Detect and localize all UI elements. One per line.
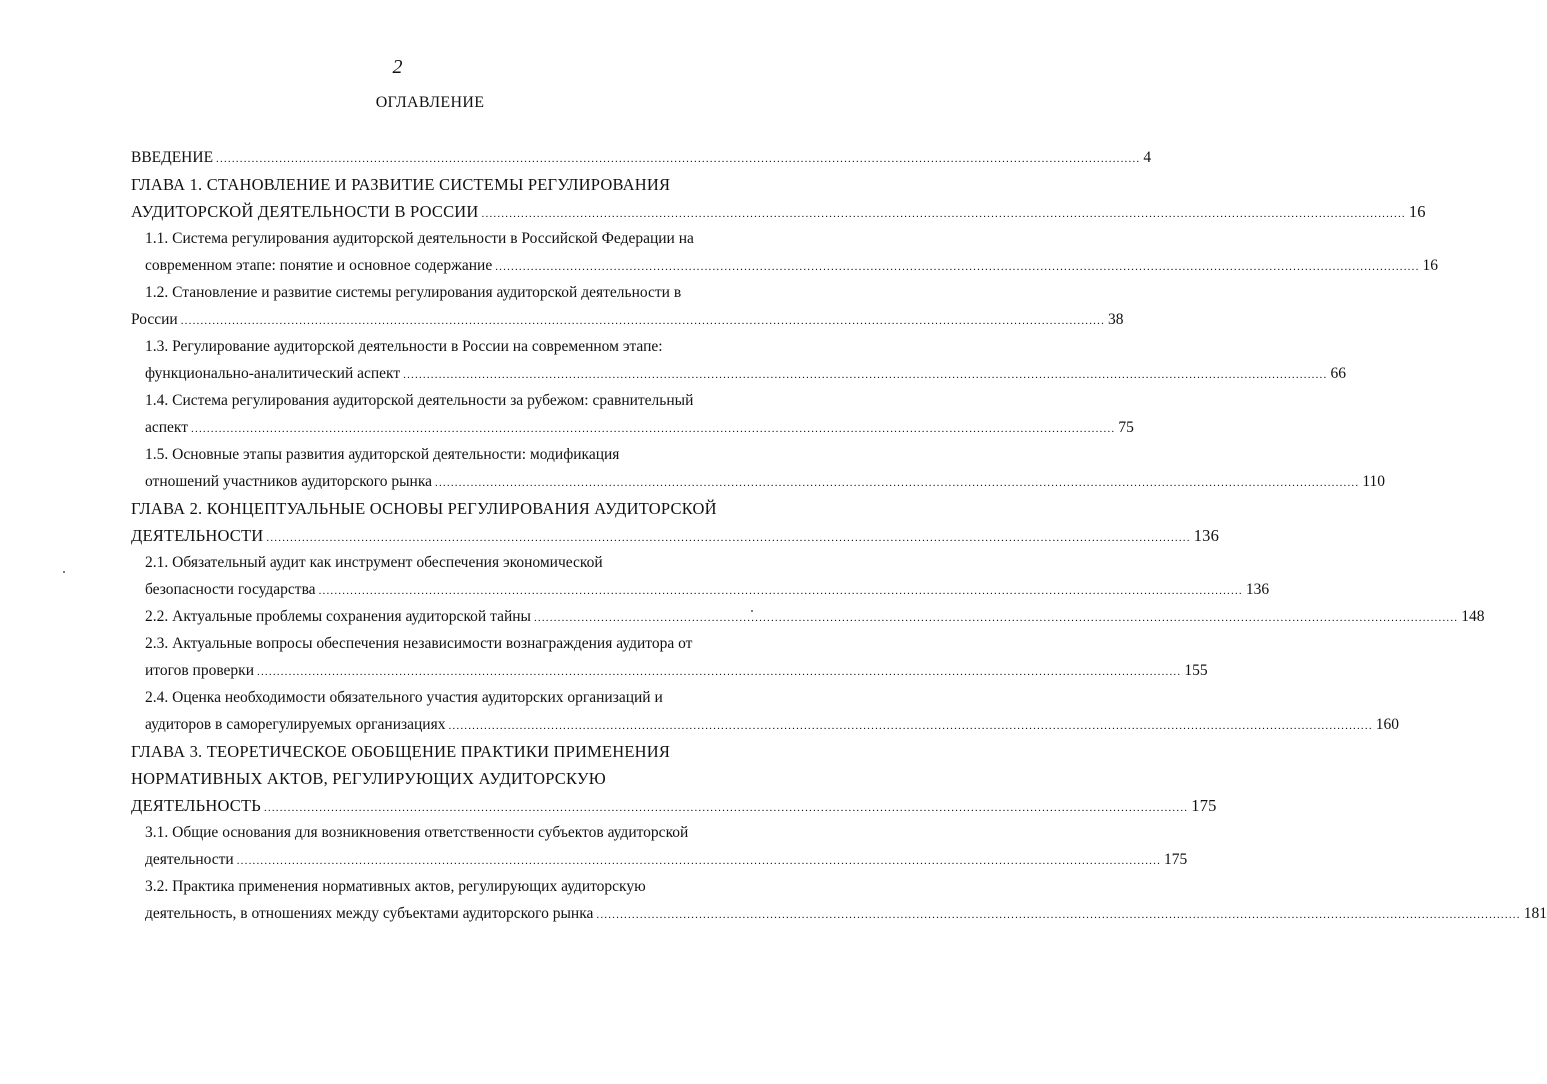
toc-section-1-2-line2[interactable] [131,306,1124,333]
toc-section-2-4-line2[interactable] [131,711,1400,738]
toc-chapter-1-line1[interactable]: ГЛАВА 1. СТАНОВЛЕНИЕ И РАЗВИТИЕ СИСТЕМЫ РЕГУЛИРОВАНИЯ [131,175,671,194]
dot-leader: .......................................................................................................................................................................................................................................... [216,153,1141,165]
toc-entry-page: 110 [1362,473,1386,490]
toc-entry-title: безопасности государства [145,581,316,598]
dot-leader: .......................................................................................................................................................................................................................................... [191,423,1116,435]
dot-leader: .......................................................................................................................................................................................................................................... [180,315,1106,327]
page-number: 2 [392,56,403,78]
toc-section-1-3-line2[interactable] [131,360,1346,387]
toc-section-1-5-line2[interactable] [131,468,1386,495]
dot-leader: .......................................................................................................................................................................................................................................... [448,720,1373,732]
toc-section-2-4-line1[interactable]: 2.4. Оценка необходимости обязательного участия аудиторских организаций и [145,689,663,706]
toc-entry-page: 136 [1193,526,1220,545]
dot-leader: .......................................................................................................................................................................................................................................... [596,909,1521,921]
toc-entry-title: функционально-аналитический аспект [145,365,401,382]
toc-entry-page: 4 [1143,149,1152,166]
toc-section-2-1-line2[interactable] [131,576,1270,603]
toc-section-2-1-line1[interactable]: 2.1. Обязательный аудит как инструмент обеспечения экономической [145,554,603,571]
toc-section-1-3-line1[interactable]: 1.3. Регулирование аудиторской деятельности в России на современном этапе: [145,338,663,355]
toc-entry-title: ДЕЯТЕЛЬНОСТИ [131,526,264,545]
toc-entry-title: ДЕЯТЕЛЬНОСТЬ [131,796,261,815]
toc-section-1-1-line2[interactable] [131,252,1439,279]
toc-section-1-5-line1[interactable]: 1.5. Основные этапы развития аудиторской деятельности: модификация [145,446,620,463]
toc-entry-title: АУДИТОРСКОЙ ДЕЯТЕЛЬНОСТИ В РОССИИ [131,202,479,221]
toc-entry-page: 155 [1184,662,1208,679]
toc-chapter-1-line2[interactable] [131,198,1426,225]
toc-section-1-4-line2[interactable] [131,414,1134,441]
toc-entry-page: 181 [1523,905,1547,922]
toc-chapter-2-line1[interactable]: ГЛАВА 2. КОНЦЕПТУАЛЬНЫЕ ОСНОВЫ РЕГУЛИРОВАНИЯ АУДИТОРСКОЙ [131,499,717,518]
toc-entry-page: 175 [1164,851,1188,868]
toc-title: ОГЛАВЛЕНИЕ [375,94,485,111]
dot-leader: .......................................................................................................................................................................................................................................... [318,585,1243,597]
toc-entry-title: 2.2. Актуальные проблемы сохранения аудиторской тайны [145,608,531,625]
dot-leader: .......................................................................................................................................................................................................................................... [236,855,1162,867]
toc-section-3-1-line1[interactable]: 3.1. Общие основания для возникновения ответственности субъектов аудиторской [145,824,689,841]
toc-chapter-3-line3[interactable] [131,792,1217,819]
toc-section-1-4-line1[interactable]: 1.4. Система регулирования аудиторской деятельности за рубежом: сравнительный [145,392,694,409]
dot-leader: .......................................................................................................................................................................................................................................... [495,261,1420,273]
toc-entry-page: 160 [1375,716,1400,733]
toc-section-3-1-line2[interactable] [131,846,1188,873]
toc-section-1-1-line1[interactable]: 1.1. Система регулирования аудиторской деятельности в Российской Федерации на [145,230,694,247]
toc-entry-title: аудиторов в саморегулируемых организациях [145,716,446,733]
toc-entry-title: итогов проверки [145,662,255,679]
toc-entry-page: 66 [1330,365,1346,382]
toc-entry-title: деятельности [145,851,234,868]
toc-entry-title: отношений участников аудиторского рынка [145,473,433,490]
toc-entry-title: ВВЕДЕНИЕ [131,149,214,166]
toc-entry-title: деятельность, в отношениях между субъектами аудиторского рынка [145,905,594,922]
toc-entry-page: 16 [1408,202,1426,221]
table-of-contents [131,144,1547,927]
toc-entry-page: 16 [1422,257,1439,274]
dot-leader: .......................................................................................................................................................................................................................................... [533,612,1459,624]
toc-entry-intro[interactable] [131,144,1152,171]
toc-entry-title: аспект [145,419,189,436]
dot-leader: .......................................................................................................................................................................................................................................... [266,532,1191,544]
toc-entry-page: 38 [1108,311,1124,328]
toc-chapter-3-line2[interactable]: НОРМАТИВНЫХ АКТОВ, РЕГУЛИРУЮЩИХ АУДИТОРСКУЮ [131,769,606,788]
toc-section-1-2-line1[interactable]: 1.2. Становление и развитие системы регулирования аудиторской деятельности в [145,284,682,301]
scan-speck [63,571,65,573]
dot-leader: .......................................................................................................................................................................................................................................... [257,666,1182,678]
dot-leader: .......................................................................................................................................................................................................................................... [263,802,1189,814]
toc-entry-page: 75 [1118,419,1134,436]
dot-leader: .......................................................................................................................................................................................................................................... [435,477,1360,489]
toc-section-2-2[interactable] [131,603,1485,630]
toc-chapter-3-line1[interactable]: ГЛАВА 3. ТЕОРЕТИЧЕСКОЕ ОБОБЩЕНИЕ ПРАКТИКИ ПРИМЕНЕНИЯ [131,742,671,761]
scan-speck [751,610,753,612]
dot-leader: .......................................................................................................................................................................................................................................... [481,208,1406,220]
toc-entry-page: 148 [1461,608,1485,625]
toc-chapter-2-line2[interactable] [131,522,1220,549]
dot-leader: .......................................................................................................................................................................................................................................... [403,369,1328,381]
toc-entry-page: 136 [1245,581,1270,598]
toc-section-2-3-line2[interactable] [131,657,1208,684]
toc-section-3-2-line1[interactable]: 3.2. Практика применения нормативных актов, регулирующих аудиторскую [145,878,646,895]
toc-section-2-3-line1[interactable]: 2.3. Актуальные вопросы обеспечения независимости вознаграждения аудитора от [145,635,693,652]
toc-entry-page: 175 [1191,796,1217,815]
toc-entry-title: России [131,311,178,328]
toc-entry-title: современном этапе: понятие и основное содержание [145,257,493,274]
toc-section-3-2-line2[interactable] [131,900,1547,927]
